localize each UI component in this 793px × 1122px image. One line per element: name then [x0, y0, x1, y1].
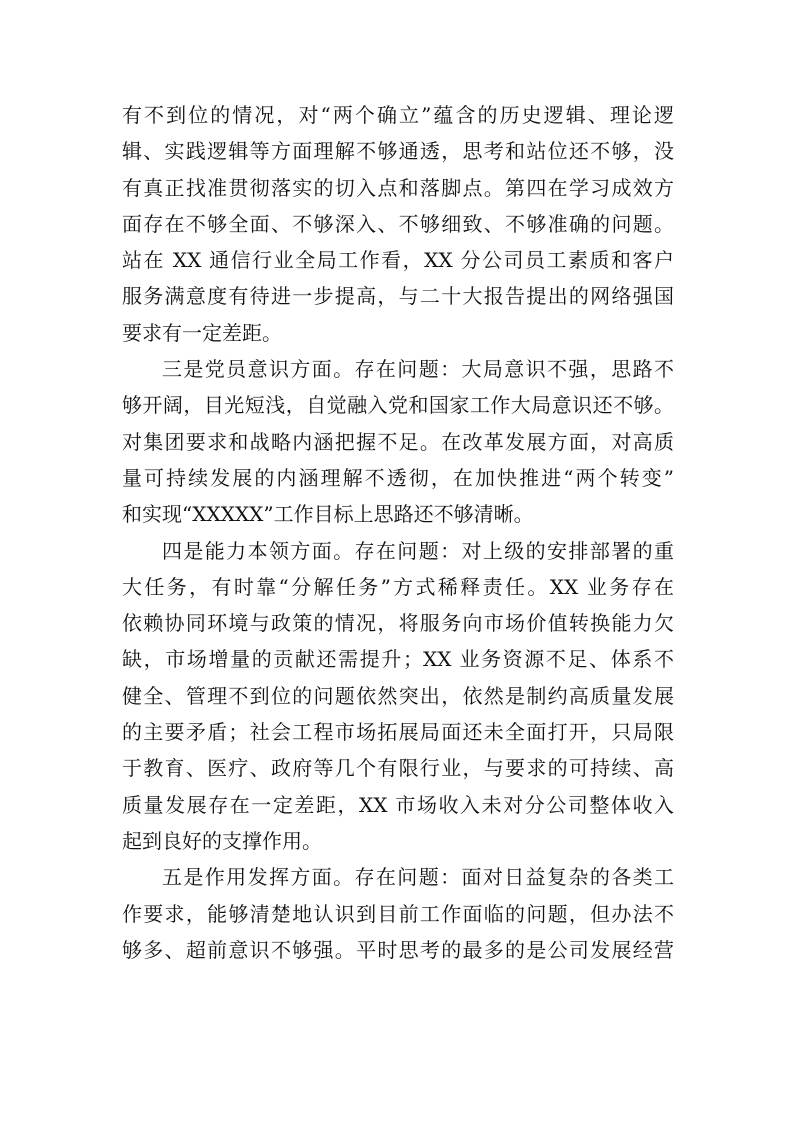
text-line: 够多、超前意识不够强。平时思考的最多的是公司发展经营: [122, 937, 674, 962]
text-line: 大任务，有时靠“分解任务”方式稀释责任。XX 业务存在: [122, 574, 674, 599]
text-line: 量可持续发展的内涵理解不透彻，在加快推进“两个转变”: [122, 465, 674, 490]
text-line: 作要求，能够清楚地认识到目前工作面临的问题，但办法不: [122, 901, 674, 926]
text-line: 对集团要求和战略内涵把握不足。在改革发展方面，对高质: [122, 429, 674, 454]
text-line: 辑、实践逻辑等方面理解不够通透，思考和站位还不够，没: [122, 139, 674, 164]
paragraph-first-line: 四是能力本领方面。存在问题：对上级的安排部署的重: [162, 538, 674, 563]
text-line: 的主要矛盾；社会工程市场拓展局面还未全面打开，只局限: [122, 720, 674, 745]
text-line: 起到良好的支撑作用。: [122, 828, 322, 853]
text-line: 服务满意度有待进一步提高，与二十大报告提出的网络强国: [122, 284, 674, 309]
text-line: 缺，市场增量的贡献还需提升；XX 业务资源不足、体系不: [122, 647, 674, 672]
document-body: [122, 97, 674, 968]
text-line: 依赖协同环境与政策的情况，将服务向市场价值转换能力欠: [122, 611, 674, 636]
text-line: 于教育、医疗、政府等几个有限行业，与要求的可持续、高: [122, 756, 674, 781]
text-line: 有不到位的情况，对“两个确立”蕴含的历史逻辑、理论逻: [122, 103, 674, 127]
text-line: 够开阔，目光短浅，自觉融入党和国家工作大局意识还不够。: [122, 393, 674, 418]
text-line: 健全、管理不到位的问题依然突出，依然是制约高质量发展: [122, 683, 674, 708]
text-line: 站在 XX 通信行业全局工作看，XX 分公司员工素质和客户: [122, 248, 674, 273]
text-line: 要求有一定差距。: [122, 320, 282, 345]
paragraph-first-line: 三是党员意识方面。存在问题：大局意识不强，思路不: [162, 357, 674, 382]
text-line: 面存在不够全面、不够深入、不够细致、不够准确的问题。: [122, 211, 674, 236]
paragraph-first-line: 五是作用发挥方面。存在问题：面对日益复杂的各类工: [162, 865, 674, 890]
text-line: 有真正找准贯彻落实的切入点和落脚点。第四在学习成效方: [122, 175, 674, 200]
text-line: 和实现“XXXXX”工作目标上思路还不够清晰。: [122, 502, 534, 527]
text-line: 质量发展存在一定差距，XX 市场收入未对分公司整体收入: [122, 792, 674, 817]
